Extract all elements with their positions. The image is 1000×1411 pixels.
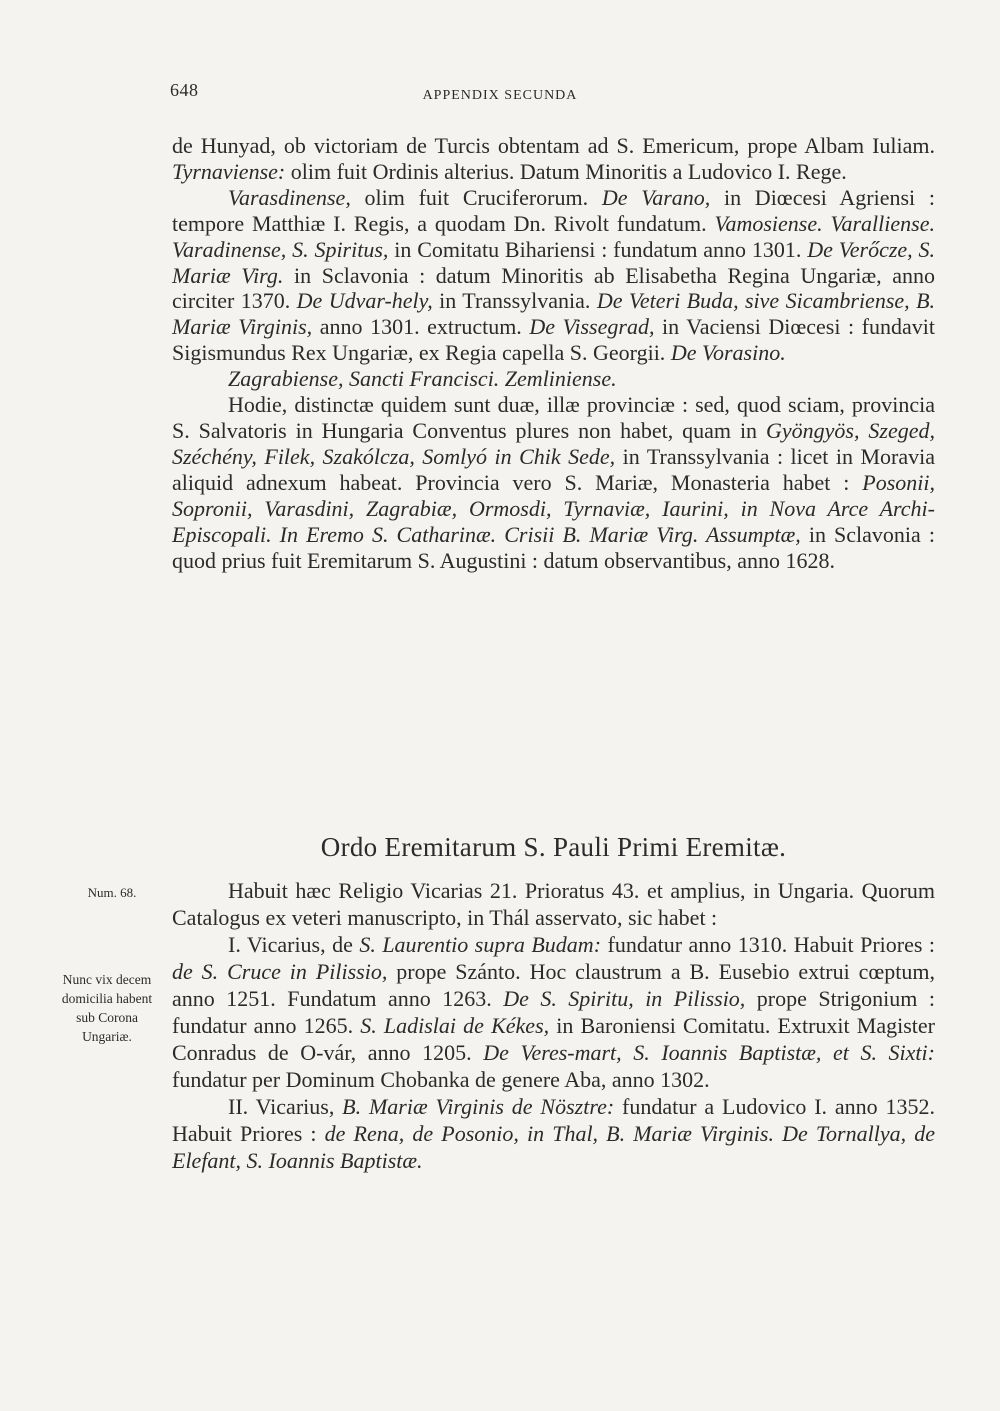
italic-run: de Rena, de Posonio, in Thal, B. Mariæ Virginis. De Tornallya, de Elefant, S. Ioannis Baptistæ. bbox=[172, 1121, 935, 1173]
italic-run: De Udvar-hely, bbox=[296, 288, 433, 314]
paragraph bbox=[172, 392, 935, 573]
text-run: in Sclavonia : datum Minoritis ab Elisabetha Regina Ungariæ, anno circiter 1370. bbox=[172, 262, 935, 314]
text-run: in Transsylvania : licet in Moravia aliquid adnexum habeat. Provincia vero S. Mariæ, Monasteria habet : bbox=[172, 443, 935, 495]
text-block-upper bbox=[172, 133, 935, 573]
text-run: in Vaciensi Diœcesi : fundavit Sigismundus Rex Ungariæ, ex Regia capella S. Georgii. bbox=[172, 314, 935, 366]
text-run: in Transsylvania. bbox=[432, 288, 597, 314]
page-number: 648 bbox=[170, 80, 199, 100]
paragraph bbox=[172, 877, 935, 931]
text-run: fundatur per Dominum Chobanka de genere Aba, anno 1302. bbox=[172, 1067, 710, 1092]
italic-run: B. Mariæ Virginis de Nösztre: bbox=[342, 1094, 615, 1119]
text-run: I. Vicarius, de bbox=[228, 932, 360, 957]
text-run: in Baroniensi Comitatu. Extruxit Magister Conradus de O-vár, anno 1205. bbox=[172, 1013, 936, 1065]
section-heading: Ordo Eremitarum S. Pauli Primi Eremitæ. bbox=[320, 832, 787, 862]
margin-number: Num. 68. bbox=[87, 885, 137, 900]
italic-run: De Vorasino. bbox=[670, 340, 786, 366]
italic-run: Vamosiense. Varalliense. Varadinense, S. Spiritus, bbox=[172, 210, 935, 262]
italic-run: De Veres-mart, S. Ioannis Baptistæ, et S. Sixti: bbox=[483, 1040, 935, 1065]
text-run: olim fuit Cruciferorum. bbox=[350, 184, 602, 210]
paragraph bbox=[172, 185, 935, 366]
text-run: in Diœcesi Agriensi : tempore Matthiæ I. Regis, a quodam Dn. Rivolt fundatum. bbox=[172, 184, 935, 236]
text-run: II. Vicarius, bbox=[228, 1094, 343, 1119]
italic-run: De Veteri Buda, sive Sicambriense, B. Mariæ Virginis, bbox=[172, 288, 936, 340]
paragraph bbox=[172, 366, 935, 392]
text-run: fundatur a Ludovico I. anno 1352. Habuit Priores : bbox=[172, 1094, 935, 1146]
text-run: prope Szánto. Hoc claustrum a B. Eusebio extrui cœptum, anno 1251. Fundatum anno 1263. bbox=[172, 959, 936, 1011]
text-block-lower bbox=[172, 877, 935, 1174]
italic-run: S. Laurentio supra Budam: bbox=[359, 932, 602, 957]
paragraph bbox=[172, 133, 935, 185]
paragraph bbox=[172, 1093, 935, 1174]
text-run: fundatur anno 1310. Habuit Priores : bbox=[601, 932, 936, 957]
text-run: prope Strigonium : fundatur anno 1265. bbox=[172, 986, 935, 1038]
text-run: olim fuit Ordinis alterius. Datum Minoritis a Ludovico I. Rege. bbox=[285, 158, 847, 184]
paragraph bbox=[172, 931, 935, 1093]
margin-note: Nunc vix decem domicilia habent sub Corona Ungariæ. bbox=[61, 972, 153, 1044]
italic-run: Tyrnaviense: bbox=[172, 158, 286, 184]
italic-run: S. Ladislai de Kékes, bbox=[360, 1013, 550, 1038]
running-title: APPENDIX SECUNDA bbox=[422, 88, 578, 103]
italic-run: Zagrabiense, Sancti Francisci. Zemliniense. bbox=[228, 366, 617, 392]
text-run: in Sclavonia : quod prius fuit Eremitarum S. Augustini : datum observantibus, anno 1628. bbox=[172, 521, 935, 573]
italic-run: Posonii, Sopronii, Varasdini, Zagrabiæ, Ormosdi, Tyrnaviæ, Iaurini, in Nova Arce Archi-Episcopali. In Eremo S. Catharinæ. Crisii B. Mariæ Virg. Assumptæ, bbox=[172, 469, 935, 547]
italic-run: De Varano, bbox=[601, 184, 711, 210]
text-run: anno 1301. extructum. bbox=[312, 314, 530, 340]
italic-run: De Vissegrad, bbox=[529, 314, 655, 340]
italic-run: Varasdinense, bbox=[228, 184, 351, 210]
text-run: de Hunyad, ob victoriam de Turcis obtentam ad S. Emericum, prope Albam Iuliam. bbox=[172, 133, 935, 158]
text-run: Habuit hæc Religio Vicarias 21. Prioratus 43. et amplius, in Ungaria. Quorum Catalogus ex veteri manuscripto, in Thál asservato, sic habet : bbox=[172, 878, 935, 930]
italic-run: Gyöngyös, Szeged, Széchény, Filek, Szakólcza, Somlyó in Chik Sede, bbox=[172, 417, 935, 469]
italic-run: De S. Spiritu, in Pilissio, bbox=[503, 986, 746, 1011]
italic-run: De Verőcze, S. Mariæ Virg. bbox=[172, 236, 935, 288]
italic-run: de S. Cruce in Pilissio, bbox=[172, 959, 388, 984]
text-run: Hodie, distinctæ quidem sunt duæ, illæ provinciæ : sed, quod sciam, provincia S. Salvatoris in Hungaria Conventus plures non habet, quam in bbox=[172, 392, 935, 443]
text-run: in Comitatu Bihariensi : fundatum anno 1301. bbox=[388, 236, 808, 262]
